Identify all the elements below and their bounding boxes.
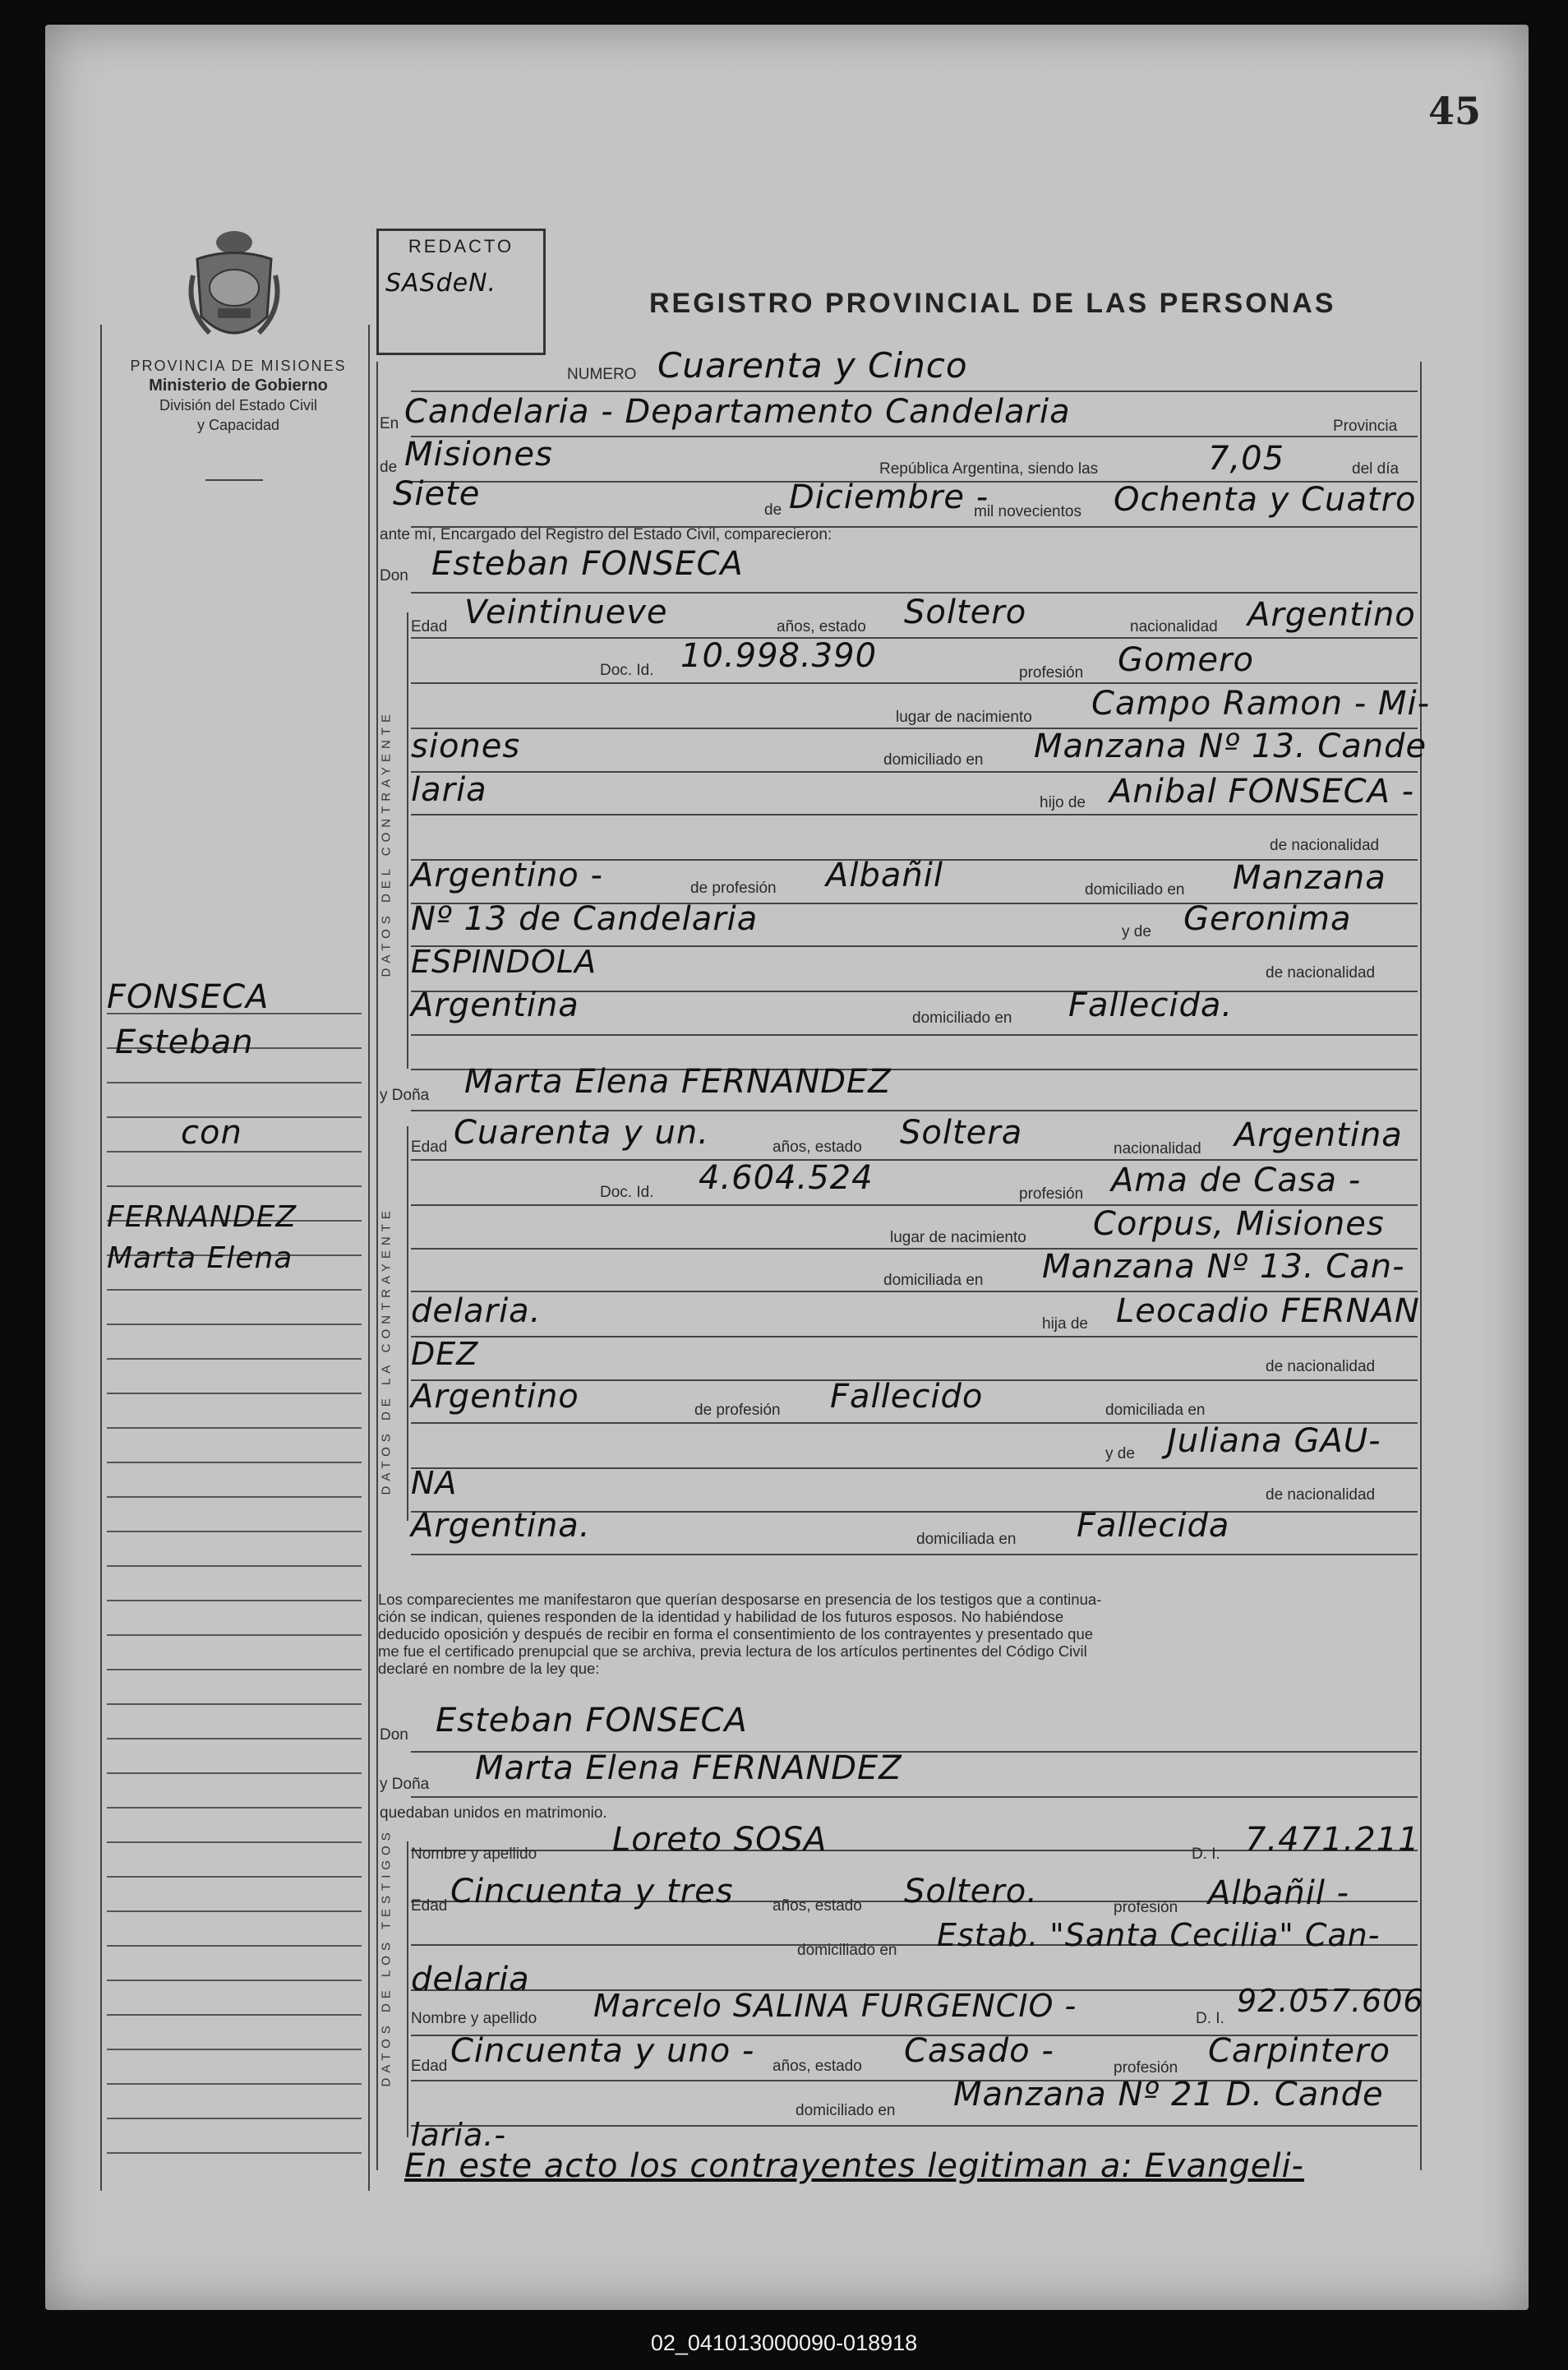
- groom-address-cont: laria: [411, 771, 487, 809]
- margin-rule: [107, 1669, 362, 1670]
- married-statement: quedaban unidos en matrimonio.: [380, 1804, 607, 1822]
- binding-hole: [0, 1973, 16, 2006]
- label-de-nacionalidad: de nacionalidad: [1270, 837, 1380, 854]
- label-profesion: profesión: [1114, 1899, 1178, 1916]
- label-domiciliado: domiciliado en: [797, 1942, 897, 1959]
- groom-birthplace-cont: siones: [411, 728, 521, 765]
- margin-rule: [107, 1531, 362, 1532]
- side-label-contrayente1: DATOS DEL CONTRAYENTE: [379, 709, 394, 977]
- register-title: REGISTRO PROVINCIAL DE LAS PERSONAS: [649, 288, 1336, 319]
- groom-profession: Gomero: [1118, 641, 1254, 679]
- witness2-address-cont: laria.-: [411, 2117, 507, 2153]
- label-domiciliada: domiciliada en: [1105, 1402, 1206, 1419]
- label-de-profesion: de profesión: [690, 880, 777, 897]
- form-rule: [411, 436, 1418, 437]
- label-y-de: y de: [1105, 1445, 1135, 1462]
- witness2-age: Cincuenta y uno -: [450, 2032, 755, 2070]
- form-rule: [411, 637, 1418, 639]
- label-doc: Doc. Id.: [600, 1184, 654, 1201]
- place: Candelaria - Departamento Candelaria: [404, 393, 1071, 431]
- label-profesion: profesión: [1019, 664, 1084, 681]
- label-edad: Edad: [411, 1139, 448, 1156]
- witness1-di: 7.471.211: [1245, 1821, 1420, 1859]
- groom-father-nationality: Argentino -: [411, 857, 603, 894]
- section-rule: [407, 1126, 408, 1521]
- label-edad: Edad: [411, 2058, 448, 2075]
- margin-rule: [107, 1462, 362, 1463]
- label-don: Don: [380, 567, 408, 584]
- groom-age: Veintinueve: [464, 594, 668, 631]
- margin-rule: [107, 1738, 362, 1739]
- acta-number: Cuarenta y Cinco: [657, 345, 968, 386]
- witness1-age: Cincuenta y tres: [450, 1873, 734, 1910]
- side-label-testigos: DATOS DE LOS TESTIGOS: [379, 1827, 394, 2087]
- label-domiciliada: domiciliada en: [883, 1272, 984, 1289]
- margin-note-surname1: FONSECA: [107, 978, 270, 1016]
- form-border-left: [376, 362, 378, 2170]
- label-hija-de: hija de: [1042, 1315, 1088, 1333]
- label-anos: años, estado: [772, 2058, 862, 2075]
- form-rule: [411, 2125, 1418, 2127]
- declaration-line: deducido oposición y después de recibir en forma el consentimiento de los contrayentes y presentado que: [378, 1625, 1094, 1642]
- witness2-address: Manzana Nº 21 D. Cande: [953, 2076, 1384, 2114]
- day: Siete: [393, 475, 481, 513]
- margin-rule: [107, 1496, 362, 1498]
- groom-father-address: Manzana: [1233, 859, 1386, 897]
- margin-rule: [107, 1945, 362, 1947]
- bride-status: Soltera: [900, 1114, 1023, 1152]
- groom-mother-address: Fallecida.: [1068, 986, 1234, 1024]
- label-de-nacionalidad: de nacionalidad: [1266, 964, 1376, 982]
- label-edad: Edad: [411, 618, 448, 635]
- bride-mother-surname-cont: NA: [411, 1465, 458, 1501]
- groom-mother-nationality: Argentina: [411, 986, 579, 1024]
- label-domiciliada: domiciliada en: [916, 1531, 1017, 1548]
- margin-note-surname2: FERNANDEZ: [107, 1200, 297, 1234]
- margin-rule: [107, 1427, 362, 1429]
- groom-nationality: Argentino: [1247, 596, 1416, 634]
- groom-father-profession: Albañil: [826, 857, 943, 894]
- bride-address: Manzana Nº 13. Can-: [1042, 1248, 1405, 1286]
- label-numero: NUMERO: [567, 366, 637, 383]
- divider: [205, 479, 263, 481]
- label-edad: Edad: [411, 1897, 448, 1915]
- label-de-mes: de: [764, 501, 782, 519]
- witness1-name: Loreto SOSA: [612, 1821, 828, 1859]
- bride-father-nationality: Argentino: [411, 1378, 579, 1416]
- label-anos: años, estado: [772, 1897, 862, 1915]
- month: Diciembre -: [789, 478, 989, 516]
- label-domiciliado: domiciliado en: [912, 1009, 1012, 1027]
- groom-mother-surname: ESPINDOLA: [411, 944, 597, 980]
- side-label-contrayente2: DATOS DE LA CONTRAYENTE: [379, 1206, 394, 1495]
- witness2-name: Marcelo SALINA FURGENCIO -: [593, 1988, 1077, 2024]
- form-rule: [411, 814, 1418, 815]
- ministry-label: Ministerio de Gobierno: [149, 377, 328, 395]
- witness2-profession: Carpintero: [1208, 2032, 1390, 2070]
- label-y-dona: y Doña: [380, 1776, 430, 1793]
- declaration-text: [378, 1591, 1101, 1677]
- form-rule: [411, 1110, 1418, 1111]
- bride-father: Leocadio FERNAN: [1116, 1292, 1420, 1330]
- section-rule: [407, 612, 408, 1069]
- label-anos: años, estado: [772, 1139, 862, 1156]
- ministry-header: [115, 356, 362, 435]
- bride-birthplace: Corpus, Misiones: [1093, 1205, 1385, 1243]
- margin-rule: [107, 2118, 362, 2119]
- label-hijo-de: hijo de: [1040, 794, 1086, 811]
- declared-husband: Esteban FONSECA: [436, 1702, 748, 1739]
- margin-rule: [107, 1841, 362, 1843]
- declaration-line: me fue el certificado prenupcial que se archiva, previa lectura de los artículos pertinentes del Código Civil: [378, 1642, 1087, 1660]
- label-domiciliado: domiciliado en: [1085, 881, 1185, 899]
- label-nombre-apellido: Nombre y apellido: [411, 1846, 537, 1863]
- bride-father-surname-cont: DEZ: [411, 1336, 479, 1372]
- margin-border-left: [100, 325, 102, 2191]
- margin-note-name1: Esteban: [115, 1023, 254, 1061]
- label-nacionalidad: nacionalidad: [1114, 1140, 1201, 1157]
- coat-of-arms-icon: [185, 226, 284, 349]
- groom-father: Anibal FONSECA -: [1109, 773, 1415, 811]
- margin-rule: [107, 1910, 362, 1912]
- margin-rule: [107, 2049, 362, 2050]
- stamp-value: SASdeN.: [385, 269, 497, 298]
- groom-address: Manzana Nº 13. Cande: [1034, 728, 1427, 765]
- witness1-profession: Albañil -: [1208, 1874, 1350, 1912]
- time: 7,05: [1208, 440, 1285, 478]
- form-rule: [411, 682, 1418, 684]
- groom-status: Soltero: [904, 594, 1027, 631]
- groom-mother: Geronima: [1183, 900, 1352, 938]
- margin-note-name2: Marta Elena: [107, 1241, 293, 1275]
- margin-rule: [107, 1358, 362, 1360]
- year: Ochenta y Cuatro: [1114, 481, 1417, 519]
- declaration-line: ción se indican, quienes responden de la identidad y habilidad de los futuros esposos. No habiéndose: [378, 1608, 1064, 1625]
- label-del-dia: del día: [1352, 460, 1400, 478]
- label-profesion: profesión: [1019, 1185, 1084, 1203]
- page-number: 45: [1428, 89, 1482, 133]
- bride-address-cont: delaria.: [411, 1292, 542, 1330]
- form-rule: [411, 1159, 1418, 1161]
- label-doc: Doc. Id.: [600, 662, 654, 679]
- label-y-de: y de: [1122, 923, 1151, 940]
- margin-rule: [107, 1082, 362, 1083]
- label-mil: mil novecientos: [974, 503, 1081, 520]
- section-rule: [407, 1841, 408, 2137]
- label-domicilio: domiciliado en: [883, 751, 984, 769]
- witness2-status: Casado -: [904, 2032, 1054, 2070]
- bride-age: Cuarenta y un.: [454, 1114, 709, 1152]
- province-label: PROVINCIA DE MISIONES: [130, 358, 347, 374]
- legitimation-note: En este acto los contrayentes legitiman a: Evangeli-: [404, 2147, 1304, 2185]
- margin-rule: [107, 1980, 362, 1981]
- label-di: D. I.: [1192, 1846, 1220, 1863]
- form-rule: [411, 1336, 1418, 1337]
- margin-rule: [107, 2152, 362, 2154]
- form-rule: [411, 1034, 1418, 1036]
- division-label: División del Estado Civil: [159, 397, 318, 413]
- label-de-nacionalidad: de nacionalidad: [1266, 1486, 1376, 1504]
- footer-code: 02_041013000090-018918: [650, 2331, 918, 2355]
- label-don: Don: [380, 1726, 408, 1744]
- binding-hole: [0, 1134, 16, 1167]
- label-lugar-nac: lugar de nacimiento: [896, 709, 1032, 726]
- witness1-status: Soltero.: [904, 1873, 1038, 1910]
- margin-note-con: con: [181, 1114, 242, 1152]
- stamp-title: REDACTO: [408, 236, 514, 256]
- groom-birthplace: Campo Ramon - Mi-: [1091, 685, 1430, 723]
- bride-nationality: Argentina: [1234, 1116, 1403, 1154]
- label-profesion: profesión: [1114, 2059, 1178, 2077]
- label-provincia: Provincia: [1333, 418, 1398, 435]
- form-rule: [411, 1554, 1418, 1555]
- redacto-stamp: [376, 229, 546, 355]
- margin-rule: [107, 2083, 362, 2085]
- margin-rule: [107, 2014, 362, 2016]
- binding-hole: [0, 296, 16, 329]
- label-republica: República Argentina, siendo las: [879, 460, 1099, 478]
- groom-doc: 10.998.390: [680, 637, 878, 675]
- label-lugar-nac: lugar de nacimiento: [890, 1229, 1026, 1246]
- form-rule: [411, 1467, 1418, 1469]
- bride-mother-address: Fallecida: [1077, 1507, 1230, 1545]
- margin-rule: [107, 1807, 362, 1809]
- declared-wife: Marta Elena FERNANDEZ: [475, 1749, 902, 1787]
- margin-rule: [107, 1634, 362, 1636]
- bride-name: Marta Elena FERNANDEZ: [464, 1063, 892, 1101]
- margin-rule: [107, 1185, 362, 1187]
- margin-rule: [107, 1565, 362, 1567]
- label-nombre-apellido: Nombre y apellido: [411, 2010, 537, 2027]
- witness1-address-cont: delaria: [411, 1961, 530, 1998]
- label-y-dona: y Doña: [380, 1087, 430, 1104]
- bride-doc: 4.604.524: [699, 1159, 874, 1197]
- bride-father-profession: Fallecido: [830, 1378, 984, 1416]
- form-rule: [411, 1796, 1418, 1798]
- margin-rule: [107, 1393, 362, 1394]
- margin-rule: [107, 1600, 362, 1601]
- groom-name: Esteban FONSECA: [431, 545, 744, 583]
- margin-rule: [107, 1324, 362, 1325]
- witness1-address: Estab. "Santa Cecilia" Can-: [937, 1917, 1381, 1953]
- label-de-nacionalidad: de nacionalidad: [1266, 1358, 1376, 1375]
- label-di: D. I.: [1196, 2010, 1224, 2027]
- bride-mother: Juliana GAU-: [1167, 1422, 1381, 1460]
- label-domiciliado: domiciliado en: [796, 2102, 896, 2119]
- witness2-di: 92.057.606: [1237, 1983, 1424, 2019]
- bride-mother-nationality: Argentina.: [411, 1507, 591, 1545]
- label-ante: ante mí, Encargado del Registro del Estado Civil, comparecieron:: [380, 526, 832, 543]
- form-border-right: [1420, 362, 1422, 2170]
- province: Misiones: [404, 436, 553, 474]
- margin-border-right: [368, 325, 370, 2191]
- margin-rule: [107, 1876, 362, 1878]
- declaration-line: Los comparecientes me manifestaron que querían desposarse en presencia de los testigos que a continua-: [378, 1591, 1102, 1608]
- label-anos: años, estado: [777, 618, 866, 635]
- groom-father-address-cont: Nº 13 de Candelaria: [411, 900, 759, 938]
- declaration-line: declaré en nombre de la ley que:: [378, 1660, 600, 1677]
- margin-rule: [107, 1289, 362, 1291]
- capacity-label: y Capacidad: [196, 417, 280, 433]
- margin-rule: [107, 1703, 362, 1705]
- form-rule: [411, 390, 1418, 392]
- margin-rule: [107, 1772, 362, 1774]
- bride-profession: Ama de Casa -: [1111, 1162, 1362, 1199]
- label-de-profesion: de profesión: [694, 1402, 781, 1419]
- label-en: En: [380, 415, 399, 432]
- label-nacionalidad: nacionalidad: [1130, 618, 1218, 635]
- label-de: de: [380, 459, 398, 476]
